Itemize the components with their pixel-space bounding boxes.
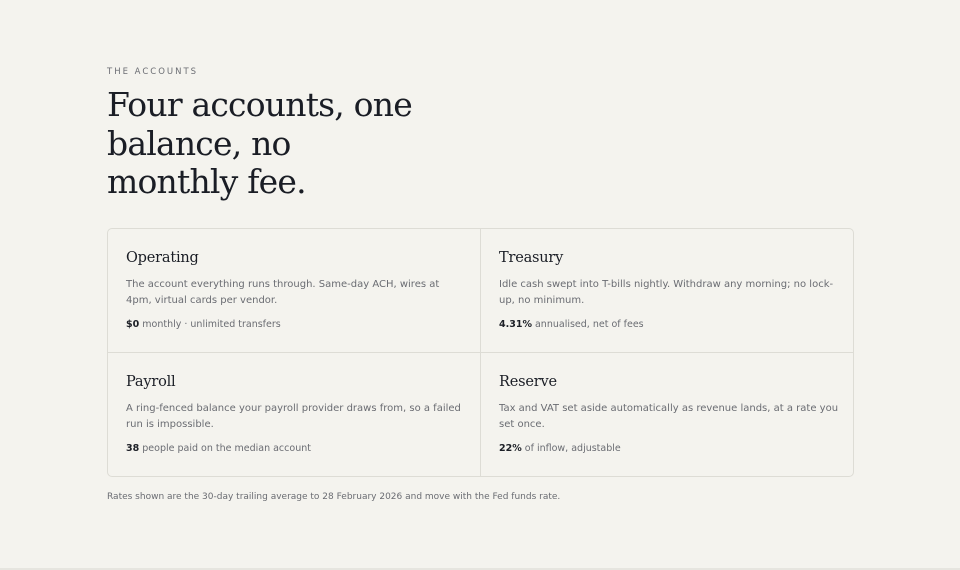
account-card-treasury <box>481 229 853 353</box>
account-stat-label: people paid on the median account <box>139 443 311 454</box>
account-stat-value: 38 <box>126 443 140 454</box>
rates-footnote: Rates shown are the 30-day trailing average to 28 February 2026 and move with the Fed funds rate. <box>107 492 561 502</box>
account-description: The account everything runs through. Same-day ACH, wires at 4pm, virtual cards per vendor. <box>126 279 440 306</box>
section-headline: Four accounts, one balance, no monthly fee. <box>107 85 412 201</box>
account-title: Operating <box>126 250 199 266</box>
account-title: Payroll <box>126 374 176 390</box>
accounts-section <box>107 66 854 502</box>
account-card-operating <box>108 229 481 353</box>
account-stat <box>126 318 462 332</box>
account-stat-label: of inflow, adjustable <box>521 443 621 454</box>
account-description: Idle cash swept into T-bills nightly. Withdraw any morning; no lock-up, no minimum. <box>499 279 834 306</box>
account-stat-label: annualised, net of fees <box>531 319 644 330</box>
account-stat-label: monthly · unlimited transfers <box>139 319 281 330</box>
account-stat <box>126 442 462 456</box>
account-stat-value: 4.31% <box>499 319 532 330</box>
account-description: A ring-fenced balance your payroll provider draws from, so a failed run is impossible. <box>126 403 461 430</box>
account-description: Tax and VAT set aside automatically as revenue lands, at a rate you set once. <box>499 403 839 430</box>
account-stat-value: $0 <box>126 319 140 330</box>
account-stat <box>499 318 835 332</box>
account-card-payroll <box>108 353 481 476</box>
account-stat-value: 22% <box>499 443 522 454</box>
account-card-reserve <box>481 353 853 476</box>
account-title: Treasury <box>499 250 564 266</box>
section-eyebrow: THE ACCOUNTS <box>107 67 199 77</box>
account-title: Reserve <box>499 374 557 390</box>
account-stat <box>499 442 835 456</box>
accounts-grid <box>107 228 854 477</box>
